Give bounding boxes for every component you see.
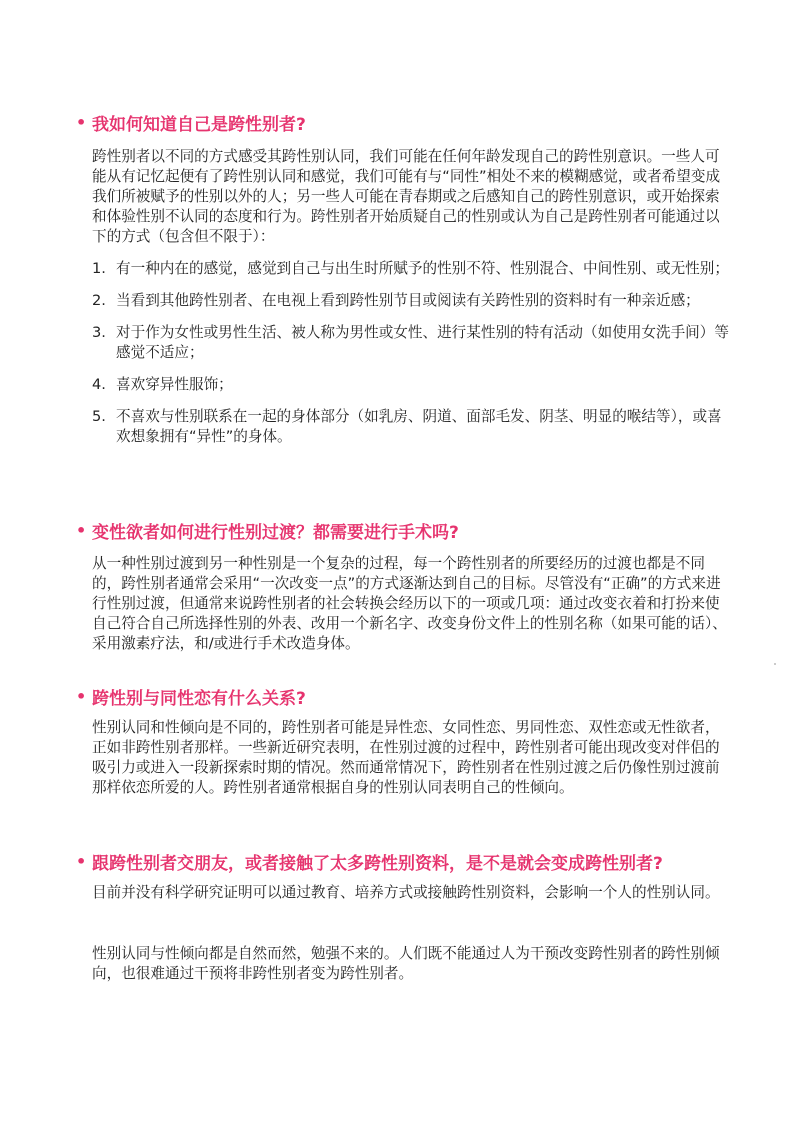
bullet-icon: • xyxy=(76,686,87,706)
section-heading xyxy=(76,684,306,708)
section-paragraph-2: 性别认同与性倾向都是自然而然，勉强不来的。人们既不能通过人为干预改变跨性别者的跨性别倾向，也很难通过干预将非跨性别者变为跨性别者。 xyxy=(92,945,720,982)
section-paragraph: 目前并没有科学研究证明可以通过教育、培养方式或接触跨性别资料，会影响一个人的性别认同。 xyxy=(92,884,720,901)
list-text: 对于作为女性或男性生活、被人称为男性或女性、进行某性别的特有活动（如使用女洗手间）等感觉不适应； xyxy=(116,324,729,361)
section-paragraph: 从一种性别过渡到另一种性别是一个复杂的过程，每一个跨性别者的所要经历的过渡也都是不同的，跨性别者通常会采用“一次改变一点”的方式逐渐达到自己的目标。尽管没有“正确”的方式来进行性别过渡，但通常来说跨性别者的社会转换会经历以下的一项或几项：通过改变衣着和打扮来使自己符合自己所选择性别的外表、改用一个新名字、改变身份文件上的性别名称（如果可能的话）、采用激素疗法，和/或进行手术改造身体。 xyxy=(92,555,727,652)
list-item xyxy=(92,407,732,447)
section-paragraph: 跨性别者以不同的方式感受其跨性别认同，我们可能在任何年龄发现自己的跨性别意识。一些人可能从有记忆起便有了跨性别认同和感觉，我们可能有与“同性”相处不来的模糊感觉，或者希望变成我们所被赋予的性别以外的人；另一些人可能在青春期或之后感知自己的跨性别意识，或开始探索和体验性别不认同的态度和行为。跨性别者开始质疑自己的性别或认为自己是跨性别者可能通过以下的方式（包含但不限于）： xyxy=(92,148,721,245)
list-text: 不喜欢与性别联系在一起的身体部分（如乳房、阴道、面部毛发、阴茎、明显的喉结等），或喜欢想象拥有“异性”的身体。 xyxy=(116,408,722,445)
list-item xyxy=(92,375,732,395)
section-heading xyxy=(76,110,306,134)
stray-mark xyxy=(774,663,776,665)
heading-text: 我如何知道自己是跨性别者? xyxy=(92,114,306,135)
list-number: 2. xyxy=(92,292,106,309)
bullet-icon: • xyxy=(76,520,87,540)
list-number: 5. xyxy=(92,408,106,425)
list-text: 当看到其他跨性别者、在电视上看到跨性别节目或阅读有关跨性别的资料时有一种亲近感； xyxy=(116,292,700,309)
section-heading xyxy=(76,518,459,542)
list-item xyxy=(92,291,732,311)
list-item xyxy=(92,323,732,363)
heading-text: 变性欲者如何进行性别过渡？都需要进行手术吗? xyxy=(92,522,459,543)
list-number: 3. xyxy=(92,324,106,341)
bullet-icon: • xyxy=(76,851,87,871)
section-heading xyxy=(76,849,663,873)
heading-text: 跟跨性别者交朋友，或者接触了太多跨性别资料，是不是就会变成跨性别者? xyxy=(92,853,663,874)
list-text: 喜欢穿异性服饰； xyxy=(116,376,233,393)
list-number: 4. xyxy=(92,376,106,393)
heading-text: 跨性别与同性恋有什么关系? xyxy=(92,688,306,709)
bullet-icon: • xyxy=(76,112,87,132)
list-number: 1. xyxy=(92,260,106,277)
signs-list xyxy=(92,259,732,447)
list-text: 有一种内在的感觉，感觉到自己与出生时所赋予的性别不符、性别混合、中间性别、或无性别； xyxy=(116,260,729,277)
list-item xyxy=(92,259,732,279)
section-paragraph: 性别认同和性倾向是不同的，跨性别者可能是异性恋、女同性恋、男同性恋、双性恋或无性欲者，正如非跨性别者那样。一些新近研究表明，在性别过渡的过程中，跨性别者可能出现改变对伴侣的吸引力或进入一段新探索时期的情况。然而通常情况下，跨性别者在性别过渡之后仍像性别过渡前那样依恋所爱的人。跨性别者通常根据自身的性别认同表明自己的性倾向。 xyxy=(92,719,720,796)
